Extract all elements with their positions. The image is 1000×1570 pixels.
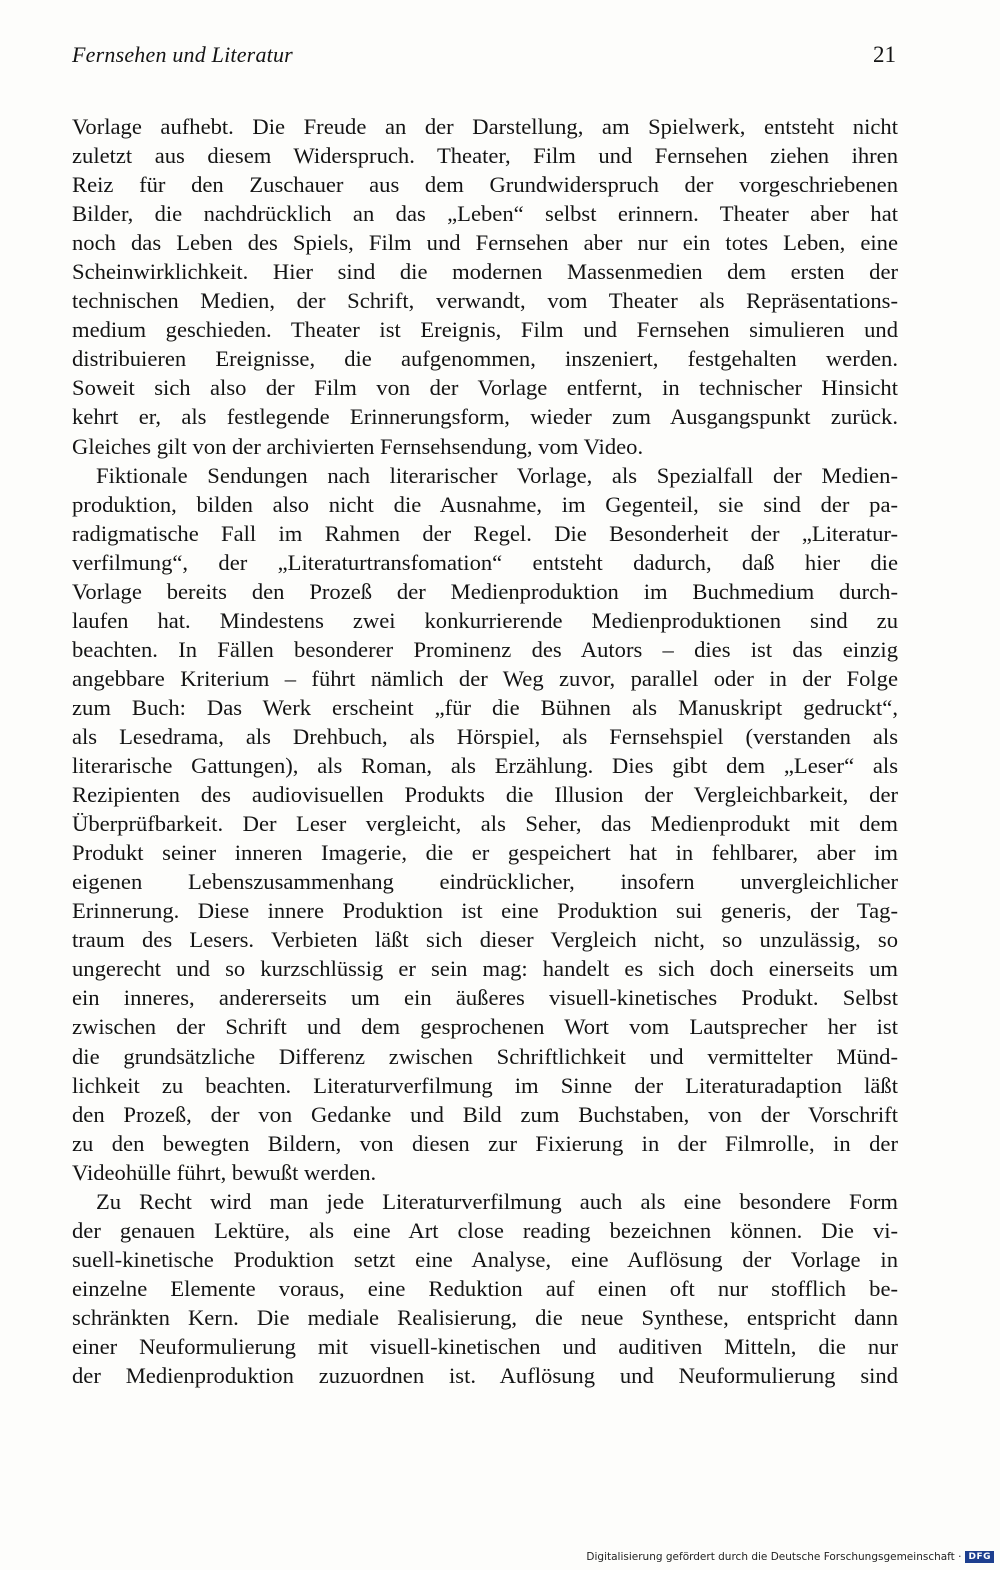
text-line: Scheinwirklichkeit. Hier sind die modernen Massenmedien dem ersten der — [72, 259, 898, 285]
text-line: der genauen Lektüre, als eine Art close reading bezeichnen können. Die vi- — [72, 1217, 898, 1243]
text-line: der Medienproduktion zuzuordnen ist. Auflösung und Neuformulierung sind — [72, 1363, 898, 1389]
running-head — [72, 42, 896, 76]
text-line: noch das Leben des Spiels, Film und Fernsehen aber nur ein totes Leben, eine — [72, 230, 898, 256]
text-line: den Prozeß, der von Gedanke und Bild zum Buchstaben, von der Vorschrift — [72, 1101, 898, 1127]
text-line: einer Neuformulierung mit visuell-kinetischen und auditiven Mitteln, die nur — [72, 1333, 898, 1359]
body-text — [72, 112, 898, 1390]
text-line: Rezipienten des audiovisuellen Produkts die Illusion der Vergleichbarkeit, der — [72, 782, 898, 808]
text-line: eigenen Lebenszusammenhang eindrücklicher, insofern unvergleichlicher — [72, 869, 898, 895]
text-line: Überprüfbarkeit. Der Leser vergleicht, als Seher, das Medienprodukt mit dem — [72, 811, 898, 837]
running-title: Fernsehen und Literatur — [72, 42, 293, 67]
dfg-logo: DFG — [965, 1551, 994, 1563]
text-line: ein inneres, andererseits um ein äußeres visuell-kinetisches Produkt. Selbst — [72, 985, 898, 1011]
text-line: suell-kinetische Produktion setzt eine Analyse, eine Auflösung der Vorlage in — [72, 1246, 898, 1272]
text-line: zuletzt aus diesem Widerspruch. Theater, Film und Fernsehen ziehen ihren — [72, 143, 898, 169]
text-line: zu den bewegten Bildern, von diesen zur Fixierung in der Filmrolle, in der — [72, 1130, 898, 1156]
text-line: Zu Recht wird man jede Literaturverfilmung auch als eine besondere Form — [96, 1188, 898, 1214]
text-line: radigmatische Fall im Rahmen der Regel. Die Besonderheit der „Literatur- — [72, 520, 898, 546]
text-line: schränkten Kern. Die mediale Realisierung, die neue Synthese, entspricht dann — [72, 1304, 898, 1330]
credit-text: Digitalisierung gefördert durch die Deutsche Forschungsgemeinschaft · — [586, 1551, 962, 1563]
paragraph — [72, 112, 898, 461]
text-line: Gleiches gilt von der archivierten Fernsehsendung, vom Video. — [72, 433, 644, 459]
text-line: Soweit sich also der Film von der Vorlage entfernt, in technischer Hinsicht — [72, 375, 898, 401]
text-line: einzelne Elemente voraus, eine Reduktion auf einen oft nur stofflich be- — [72, 1275, 898, 1301]
text-line: technischen Medien, der Schrift, verwandt, vom Theater als Repräsentations- — [72, 288, 898, 314]
text-line: Bilder, die nachdrücklich an das „Leben“ selbst erinnern. Theater aber hat — [72, 201, 898, 227]
text-line: traum des Lesers. Verbieten läßt sich dieser Vergleich nicht, so unzulässig, so — [72, 927, 898, 953]
text-line: Vorlage bereits den Prozeß der Medienproduktion im Buchmedium durch- — [72, 578, 898, 604]
text-line: Fiktionale Sendungen nach literarischer Vorlage, als Spezialfall der Medien- — [96, 462, 898, 488]
text-line: zum Buch: Das Werk erscheint „für die Bühnen als Manuskript gedruckt“, — [72, 694, 898, 720]
paragraph — [72, 1187, 898, 1390]
text-line: distribuieren Ereignisse, die aufgenommen, inszeniert, festgehalten werden. — [72, 346, 898, 372]
text-line: literarische Gattungen), als Roman, als Erzählung. Dies gibt dem „Leser“ als — [72, 753, 898, 779]
text-line: lichkeit zu beachten. Literaturverfilmung im Sinne der Literaturadaption läßt — [72, 1072, 898, 1098]
paragraph — [72, 461, 898, 1187]
text-line: als Lesedrama, als Drehbuch, als Hörspiel, als Fernsehspiel (verstanden als — [72, 723, 898, 749]
text-line: angebbare Kriterium – führt nämlich der Weg zuvor, parallel oder in der Folge — [72, 665, 898, 691]
text-line: zwischen der Schrift und dem gesprochenen Wort vom Lautsprecher her ist — [72, 1014, 898, 1040]
text-line: Produkt seiner inneren Imagerie, die er gespeichert hat in fehlbarer, aber im — [72, 840, 898, 866]
text-line: kehrt er, als festlegende Erinnerungsform, wieder zum Ausgangspunkt zurück. — [72, 404, 898, 430]
text-line: verfilmung“, der „Literaturtransfomation“ entsteht dadurch, daß hier die — [72, 549, 898, 575]
digitization-credit — [586, 1548, 994, 1566]
text-line: die grundsätzliche Differenz zwischen Schriftlichkeit und vermittelter Münd- — [72, 1043, 898, 1069]
text-line: laufen hat. Mindestens zwei konkurrierende Medienproduktionen sind zu — [72, 607, 898, 633]
text-line: Vorlage aufhebt. Die Freude an der Darstellung, am Spielwerk, entsteht nicht — [72, 114, 898, 139]
text-line: ungerecht und so kurzschlüssig er sein mag: handelt es sich doch einerseits um — [72, 956, 898, 982]
text-line: produktion, bilden also nicht die Ausnahme, im Gegenteil, sie sind der pa- — [72, 491, 898, 517]
text-line: Reiz für den Zuschauer aus dem Grundwiderspruch der vorgeschriebenen — [72, 172, 898, 198]
text-line: Erinnerung. Diese innere Produktion ist eine Produktion sui generis, der Tag- — [72, 898, 898, 924]
text-line: Videohülle führt, bewußt werden. — [72, 1159, 377, 1185]
text-line: medium geschieden. Theater ist Ereignis, Film und Fernsehen simulieren und — [72, 317, 898, 343]
page-number: 21 — [873, 42, 896, 67]
text-line: beachten. In Fällen besonderer Prominenz des Autors – dies ist das einzig — [72, 636, 898, 662]
